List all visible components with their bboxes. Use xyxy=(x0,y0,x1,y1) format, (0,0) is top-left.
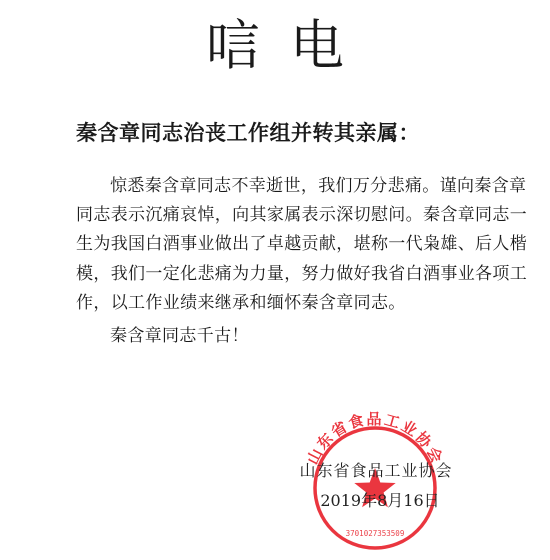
body-paragraph: 惊悉秦含章同志不幸逝世，我们万分悲痛。谨向秦含章同志表示沉痛哀悼，向其家属表示深切慰问。秦含章同志一生为我国白酒事业做出了卓越贡献，堪称一代枭雄、后人楷模，我们一定化悲痛为力量，努力做好我省白酒事业各项工作，以工作业绩来继承和缅怀秦含章同志。 xyxy=(76,176,528,313)
letter-date: 2019年8月16日 xyxy=(320,491,440,510)
closing-paragraph: 秦含章同志千古！ xyxy=(110,326,249,347)
letter-body xyxy=(76,172,536,351)
seal-code: 3701027353509 xyxy=(345,529,405,538)
letter-title: 唁电 xyxy=(206,14,374,77)
signature-organization: 山东省食品工业协会 xyxy=(299,461,453,480)
seal-ring-text: 山东省食品工业协会 xyxy=(303,410,447,468)
addressee: 秦含章同志治丧工作组并转其亲属： xyxy=(76,120,420,145)
